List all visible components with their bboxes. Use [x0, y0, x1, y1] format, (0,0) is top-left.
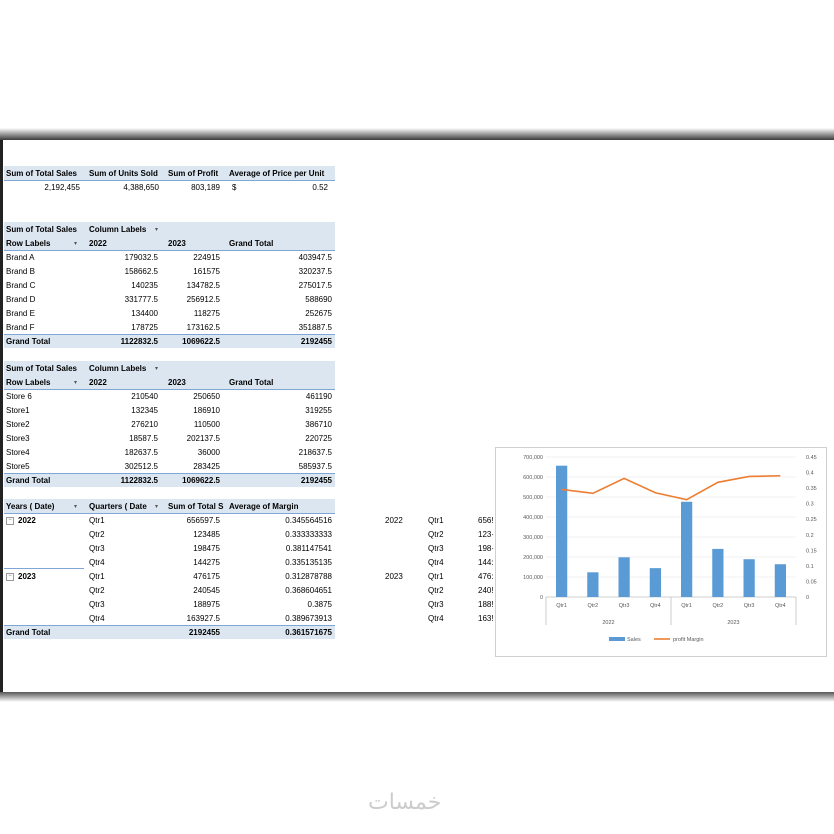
side-quarter[interactable]: Qtr1 [428, 572, 444, 581]
y2-tick-label: 0.4 [806, 470, 814, 477]
brand-pivot-value-total[interactable]: 403947.5 [298, 253, 332, 262]
brand-pivot-row-label[interactable]: Brand C [6, 281, 36, 290]
x-tick-label: Qtr2 [587, 603, 599, 609]
x-tick-label: Qtr1 [681, 603, 692, 609]
y-tick-label: 400,000 [523, 515, 543, 521]
brand-pivot-grand-total-2022[interactable]: 1122832.5 [120, 337, 158, 346]
side-quarter[interactable]: Qtr1 [428, 516, 444, 525]
brand-pivot-grand-total-2023[interactable]: 1069622.5 [182, 337, 220, 346]
sales-bar [556, 466, 567, 597]
brand-pivot-row-label[interactable]: Brand E [6, 309, 35, 318]
store-pivot-value-2023[interactable]: 250650 [193, 392, 220, 401]
quarter-grand-total-label[interactable]: Grand Total [6, 628, 51, 637]
side-value[interactable]: 476: [478, 572, 494, 581]
store-pivot-row-label[interactable]: Store5 [6, 462, 30, 471]
store-pivot-value-2023[interactable]: 283425 [193, 462, 220, 471]
store-pivot-grand-total-2023[interactable]: 1069622.5 [182, 476, 220, 485]
brand-pivot-value-2023[interactable]: 256912.5 [186, 295, 220, 304]
quarter-label[interactable]: Qtr3 [89, 600, 105, 609]
store-pivot-col-2022[interactable]: 2022 [89, 378, 107, 387]
quarter-sales[interactable]: 163927.5 [186, 614, 220, 623]
summary-profit[interactable]: 803,189 [191, 183, 220, 192]
sales-bar [775, 564, 786, 597]
summary-avg-price[interactable]: 0.52 [312, 183, 328, 192]
quarter-label[interactable]: Qtr2 [89, 586, 105, 595]
sales-bar [744, 559, 755, 597]
brand-pivot-total-border [4, 334, 335, 335]
store-pivot-row-label[interactable]: Store2 [6, 420, 30, 429]
y2-tick-label: 0.2 [806, 532, 814, 539]
side-quarter[interactable]: Qtr4 [428, 614, 444, 623]
quarter-margin[interactable]: 0.3875 [307, 600, 332, 609]
store-pivot-column-labels[interactable]: Column Labels [89, 364, 147, 373]
store-pivot-value-2022[interactable]: 276210 [131, 420, 158, 429]
brand-pivot-col-2022[interactable]: 2022 [89, 239, 107, 248]
brand-pivot-value-2022[interactable]: 134400 [131, 309, 158, 318]
store-pivot-value-2022[interactable]: 210540 [131, 392, 158, 401]
y2-tick-label: 0.05 [806, 579, 817, 586]
y-tick-label: 700,000 [523, 455, 543, 461]
quarter-margin[interactable]: 0.389673913 [285, 614, 332, 623]
brand-pivot-value-total[interactable]: 351887.5 [298, 323, 332, 332]
y-tick-label: 600,000 [523, 475, 543, 481]
store-pivot-value-total[interactable]: 461190 [305, 392, 332, 401]
store-pivot-grand-total-2022[interactable]: 1122832.5 [120, 476, 158, 485]
x-group-label: 2023 [727, 620, 740, 626]
sales-bar [712, 549, 723, 597]
store-pivot-row-label[interactable]: Store1 [6, 406, 30, 415]
side-quarter[interactable]: Qtr3 [428, 600, 444, 609]
quarter-sales[interactable]: 144275 [193, 558, 220, 567]
brand-pivot-value-2022[interactable]: 158662.5 [124, 267, 158, 276]
store-pivot-grand-total-label[interactable]: Grand Total [6, 476, 51, 485]
quarter-label[interactable]: Qtr1 [89, 516, 105, 525]
legend-sales-label: Sales [627, 637, 641, 643]
quarter-sales[interactable]: 198475 [193, 544, 220, 553]
quarter-sales[interactable]: 240545 [193, 586, 220, 595]
quarter-label[interactable]: Qtr4 [89, 558, 105, 567]
brand-pivot-value-label[interactable]: Sum of Total Sales [6, 225, 77, 234]
quarter-year-label[interactable]: 2023 [18, 572, 36, 581]
quarter-margin[interactable]: 0.333333333 [285, 530, 332, 539]
x-tick-label: Qtr1 [556, 603, 567, 609]
store-pivot-header-border [4, 389, 335, 390]
store-pivot-value-2022[interactable]: 302512.5 [124, 462, 158, 471]
x-group-label: 2022 [602, 620, 615, 626]
x-tick-label: Qtr4 [775, 603, 786, 609]
brand-pivot-header-border [4, 250, 335, 251]
brand-pivot-col-total[interactable]: Grand Total [229, 239, 274, 248]
quarter-header-quarters[interactable]: Quarters ( Date [89, 502, 147, 511]
store-pivot-value-2022[interactable]: 18587.5 [129, 434, 158, 443]
y-tick-label: 300,000 [523, 535, 543, 541]
brand-pivot-column-labels[interactable]: Column Labels [89, 225, 147, 234]
brand-pivot-row-label[interactable]: Brand A [6, 253, 35, 262]
quarter-header-sum[interactable]: Sum of Total S [168, 502, 224, 511]
store-pivot-row-label[interactable]: Store 6 [6, 392, 32, 401]
side-value[interactable]: 163! [478, 614, 494, 623]
filter-dropdown-icon[interactable]: ▾ [155, 227, 159, 233]
x-tick-label: Qtr3 [618, 603, 630, 609]
top-shadow [0, 128, 834, 140]
brand-pivot-value-2022[interactable]: 140235 [131, 281, 158, 290]
brand-pivot-row-label[interactable]: Brand B [6, 267, 35, 276]
quarter-header-years[interactable]: Years ( Date) [6, 502, 55, 511]
x-tick-label: Qtr3 [743, 603, 755, 609]
store-pivot-col-2023[interactable]: 2023 [168, 378, 186, 387]
quarter-margin[interactable]: 0.345564516 [285, 516, 332, 525]
legend-margin-label: profit Margin [673, 637, 704, 643]
side-quarter[interactable]: Qtr4 [428, 558, 444, 567]
store-pivot-row-label[interactable]: Store4 [6, 448, 30, 457]
filter-dropdown-icon[interactable]: ▾ [74, 504, 78, 510]
y2-tick-label: 0 [806, 595, 810, 601]
brand-pivot-value-2022[interactable]: 179032.5 [124, 253, 158, 262]
quarter-sales[interactable]: 476175 [193, 572, 220, 581]
legend-sales-swatch [609, 637, 625, 641]
y2-tick-label: 0.45 [806, 455, 817, 461]
quarter-label[interactable]: Qtr1 [89, 572, 105, 581]
store-pivot-value-2022[interactable]: 182637.5 [124, 448, 158, 457]
store-pivot-value-total[interactable]: 386710 [305, 420, 332, 429]
side-year[interactable]: 2022 [385, 516, 403, 525]
sales-bar [587, 572, 598, 597]
side-value[interactable]: 656! [478, 516, 494, 525]
quarter-label[interactable]: Qtr4 [89, 614, 105, 623]
summary-units-sold[interactable]: 4,388,650 [123, 183, 159, 192]
store-pivot-value-2022[interactable]: 132345 [131, 406, 158, 415]
brand-pivot-row-label[interactable]: Brand F [6, 323, 35, 332]
quarter-header-margin[interactable]: Average of Margin [229, 502, 299, 511]
brand-pivot-value-2022[interactable]: 178725 [131, 323, 158, 332]
store-pivot-row-label[interactable]: Store3 [6, 434, 30, 443]
side-value[interactable]: 144: [478, 558, 494, 567]
side-quarter[interactable]: Qtr2 [428, 530, 444, 539]
store-pivot-value-total[interactable]: 319255 [305, 406, 332, 415]
watermark-logo: خمسات [368, 790, 442, 815]
quarter-sales[interactable]: 656597.5 [186, 516, 220, 525]
store-pivot-value-total[interactable]: 585937.5 [298, 462, 332, 471]
year-group-border [4, 568, 84, 569]
store-pivot-grand-total[interactable]: 2192455 [300, 476, 332, 485]
summary-header[interactable]: Sum of Total Sales [6, 169, 77, 178]
quarter-year-label[interactable]: 2022 [18, 516, 36, 525]
quarter-label[interactable]: Qtr3 [89, 544, 105, 553]
side-quarter[interactable]: Qtr3 [428, 544, 444, 553]
store-pivot-row-labels[interactable]: Row Labels [6, 378, 51, 387]
bottom-shadow [0, 692, 834, 702]
quarter-total-border [4, 625, 335, 626]
brand-pivot-value-2023[interactable]: 173162.5 [186, 323, 220, 332]
quarter-label[interactable]: Qtr2 [89, 530, 105, 539]
brand-pivot-total-band [4, 334, 335, 348]
summary-header-border [4, 180, 335, 181]
brand-pivot-grand-total[interactable]: 2192455 [300, 337, 332, 346]
y-tick-label: 500,000 [523, 495, 543, 501]
y-tick-label: 100,000 [523, 575, 543, 581]
sales-margin-chart[interactable] [495, 447, 827, 657]
summary-header[interactable]: Sum of Units Sold [89, 169, 158, 178]
quarter-margin[interactable]: 0.381147541 [285, 544, 332, 553]
quarter-grand-total-margin[interactable]: 0.361571675 [285, 628, 332, 637]
chart-svg [496, 448, 826, 656]
store-pivot-value-2023[interactable]: 36000 [197, 448, 220, 457]
quarter-sales[interactable]: 188975 [193, 600, 220, 609]
summary-header[interactable]: Sum of Profit [168, 169, 219, 178]
brand-pivot-value-2023[interactable]: 118275 [193, 309, 220, 318]
side-value[interactable]: 240! [478, 586, 494, 595]
quarter-margin[interactable]: 0.335135135 [285, 558, 332, 567]
brand-pivot-row-label[interactable]: Brand D [6, 295, 36, 304]
collapse-toggle[interactable]: − [6, 573, 14, 581]
brand-pivot-value-2022[interactable]: 331777.5 [124, 295, 158, 304]
filter-dropdown-icon[interactable]: ▾ [155, 504, 159, 510]
x-tick-label: Qtr4 [650, 603, 661, 609]
brand-pivot-row-labels[interactable]: Row Labels [6, 239, 51, 248]
side-quarter[interactable]: Qtr2 [428, 586, 444, 595]
filter-dropdown-icon[interactable]: ▾ [74, 380, 78, 386]
side-value[interactable]: 198· [478, 544, 495, 553]
quarter-grand-total-sales[interactable]: 2192455 [188, 628, 220, 637]
quarter-margin[interactable]: 0.368604651 [285, 586, 332, 595]
store-pivot-col-total[interactable]: Grand Total [229, 378, 274, 387]
brand-pivot-value-total[interactable]: 588690 [305, 295, 332, 304]
sales-bar [681, 502, 692, 597]
side-year[interactable]: 2023 [385, 572, 403, 581]
summary-currency[interactable]: $ [232, 183, 237, 192]
brand-pivot-grand-total-label[interactable]: Grand Total [6, 337, 51, 346]
sales-bar [650, 568, 661, 597]
store-pivot-total-band [4, 473, 335, 487]
brand-pivot-value-total[interactable]: 275017.5 [298, 281, 332, 290]
summary-total-sales[interactable]: 2,192,455 [44, 183, 80, 192]
store-pivot-value-2023[interactable]: 186910 [193, 406, 220, 415]
brand-pivot-value-total[interactable]: 320237.5 [298, 267, 332, 276]
filter-dropdown-icon[interactable]: ▾ [155, 366, 159, 372]
sales-bar [619, 557, 630, 597]
y2-tick-label: 0.25 [806, 517, 817, 524]
store-pivot-value-total[interactable]: 218637.5 [298, 448, 332, 457]
y2-tick-label: 0.1 [806, 563, 814, 570]
y-tick-label: 0 [539, 595, 543, 601]
quarter-margin[interactable]: 0.312878788 [285, 572, 332, 581]
x-tick-label: Qtr2 [712, 603, 724, 609]
y2-tick-label: 0.35 [806, 486, 817, 493]
quarter-header-border [4, 513, 335, 514]
brand-pivot-value-2023[interactable]: 134782.5 [186, 281, 220, 290]
profit-margin-line [562, 476, 781, 500]
quarter-sales[interactable]: 123485 [193, 530, 220, 539]
side-value[interactable]: 188! [478, 600, 494, 609]
store-pivot-value-2023[interactable]: 110500 [193, 420, 220, 429]
brand-pivot-col-2023[interactable]: 2023 [168, 239, 186, 248]
summary-header[interactable]: Average of Price per Unit [229, 169, 325, 178]
filter-dropdown-icon[interactable]: ▾ [74, 241, 78, 247]
y2-tick-label: 0.3 [806, 501, 814, 508]
y2-tick-label: 0.15 [806, 548, 817, 555]
brand-pivot-value-2023[interactable]: 161575 [193, 267, 220, 276]
store-pivot-value-total[interactable]: 220725 [305, 434, 332, 443]
side-value[interactable]: 123· [478, 530, 495, 539]
y-tick-label: 200,000 [523, 555, 543, 561]
store-pivot-total-border [4, 473, 335, 474]
brand-pivot-value-total[interactable]: 252675 [305, 309, 332, 318]
store-pivot-value-2023[interactable]: 202137.5 [186, 434, 220, 443]
brand-pivot-value-2023[interactable]: 224915 [193, 253, 220, 262]
store-pivot-value-label[interactable]: Sum of Total Sales [6, 364, 77, 373]
collapse-toggle[interactable]: − [6, 517, 14, 525]
